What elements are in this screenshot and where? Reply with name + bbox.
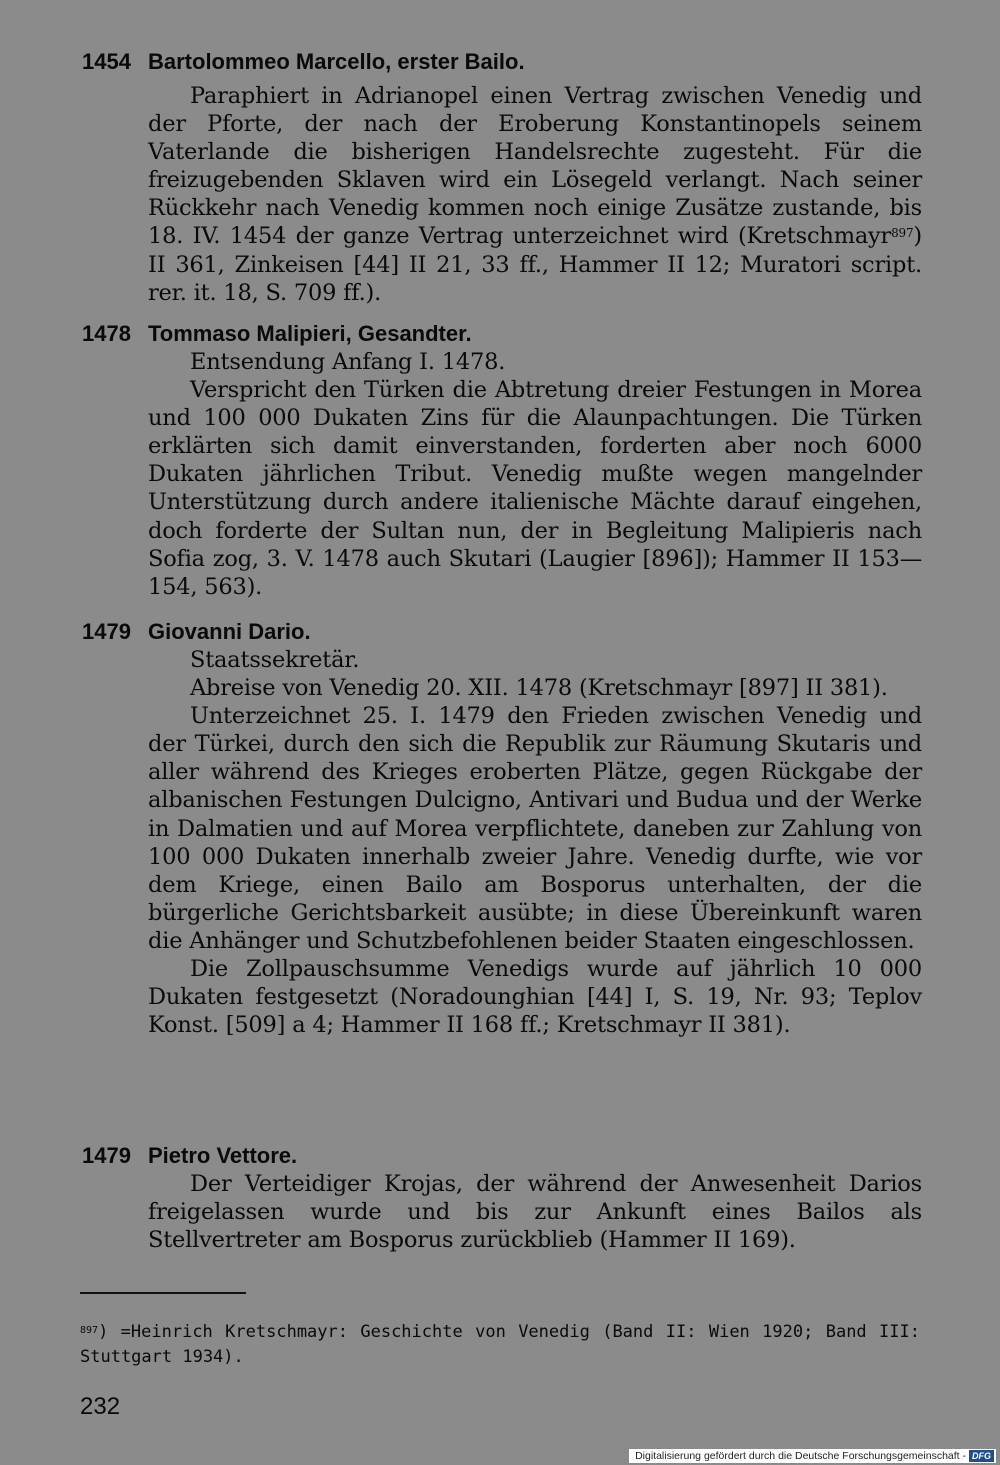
entry-body xyxy=(148,1170,922,1254)
footnote-divider xyxy=(80,1292,246,1294)
entry-heading xyxy=(82,48,922,76)
entry-year: 1454 xyxy=(82,49,131,74)
dfg-logo: DFG xyxy=(969,1450,994,1462)
footnote-reference: 897 xyxy=(891,226,914,241)
entry-year: 1479 xyxy=(82,619,131,644)
entry-paragraph-tail: ) II 361, Zinkeisen [44] II 21, 33 ff., Hammer II 12; Muratori script. rer. it. 18, S. 709 ff.). xyxy=(148,223,922,306)
entry-paragraph: Entsendung Anfang I. 1478. xyxy=(190,349,506,375)
entry-heading xyxy=(82,1142,922,1170)
entry-name: Giovanni Dario. xyxy=(148,619,311,644)
footnote-text: ) =Heinrich Kretschmayr: Geschichte von Venedig (Band II: Wien 1920; Band III: Stuttgart 1934). xyxy=(80,1322,920,1367)
digitization-credit xyxy=(629,1449,996,1463)
credit-text: Digitalisierung gefördert durch die Deutsche Forschungsgemeinschaft - xyxy=(635,1450,966,1462)
entry-heading xyxy=(82,320,922,348)
page-number: 232 xyxy=(80,1393,121,1420)
entry-1479-dario xyxy=(82,618,922,1039)
entry-year: 1478 xyxy=(82,321,131,346)
entry-name: Tommaso Malipieri, Gesandter. xyxy=(148,321,472,346)
footnote xyxy=(80,1320,920,1370)
entry-body xyxy=(148,646,922,1039)
entry-body xyxy=(148,82,922,307)
entry-paragraph: Unterzeichnet 25. I. 1479 den Frieden zwischen Venedig und der Türkei, durch den sich die Republik zur Räumung Skutaris und aller während des Krieges eroberten Plätze, gegen Rückgabe der albanischen Festungen Dulcigno, Antivari und Budua und der Werke in Dalmatien und auf Morea verpflichtete, daneben zur Zahlung von 100 000 Dukaten innerhalb zweier Jahre. Venedig durfte, wie vor dem Kriege, einen Bailo am Bosporus unterhalten, der die bürgerliche Gerichtsbarkeit ausübte; in diese Übereinkunft waren die Anhänger und Schutzbefohlenen beider Staaten eingeschlossen. xyxy=(148,703,922,954)
entry-heading xyxy=(82,618,922,646)
entry-1479-vettore xyxy=(82,1142,922,1254)
entry-paragraph: Die Zollpauschsumme Venedigs wurde auf jährlich 10 000 Dukaten festgesetzt (Noradounghian [44] I, S. 19, Nr. 93; Teplov Konst. [509] a 4; Hammer II 168 ff.; Kretschmayr II 381). xyxy=(148,956,922,1039)
entry-paragraph: Staatssekretär. xyxy=(190,647,360,673)
entry-year: 1479 xyxy=(82,1143,131,1168)
footnote-marker: 897 xyxy=(80,1325,99,1336)
entry-paragraph: Verspricht den Türken die Abtretung dreier Festungen in Morea und 100 000 Dukaten Zins für die Alaunpachtungen. Die Türken erklärten sich damit einverstanden, forderten aber noch 6000 Dukaten jährlichen Tribut. Venedig mußte wegen mangelnder Unterstützung durch andere italienische Mächte darauf eingehen, doch forderte der Sultan nun, der in Begleitung Malipieris nach Sofia zog, 3. V. 1478 auch Skutari (Laugier [896]); Hammer II 153—154, 563). xyxy=(148,377,922,600)
entry-body xyxy=(148,348,922,601)
entry-1454-marcello xyxy=(82,48,922,307)
entry-1478-malipieri xyxy=(82,320,922,601)
entry-name: Pietro Vettore. xyxy=(148,1143,298,1168)
entry-name: Bartolommeo Marcello, erster Bailo. xyxy=(148,49,525,74)
entry-paragraph: Paraphiert in Adrianopel einen Vertrag zwischen Venedig und der Pforte, der nach der Eroberung Konstantinopels seinem Vaterlande die bisherigen Handelsrechte zugesteht. Für die freizugebenden Sklaven wird ein Lösegeld verlangt. Nach seiner Rückkehr nach Venedig kommen noch einige Zusätze zustande, bis 18. IV. 1454 der ganze Vertrag unterzeichnet wird (Kretschmayr xyxy=(148,83,922,250)
entry-paragraph: Abreise von Venedig 20. XII. 1478 (Kretschmayr [897] II 381). xyxy=(190,675,888,702)
entry-paragraph: Der Verteidiger Krojas, der während der Anwesenheit Darios freigelassen wurde und bis zur Ankunft eines Bailos als Stellvertreter am Bosporus zurückblieb (Hammer II 169). xyxy=(148,1171,922,1254)
